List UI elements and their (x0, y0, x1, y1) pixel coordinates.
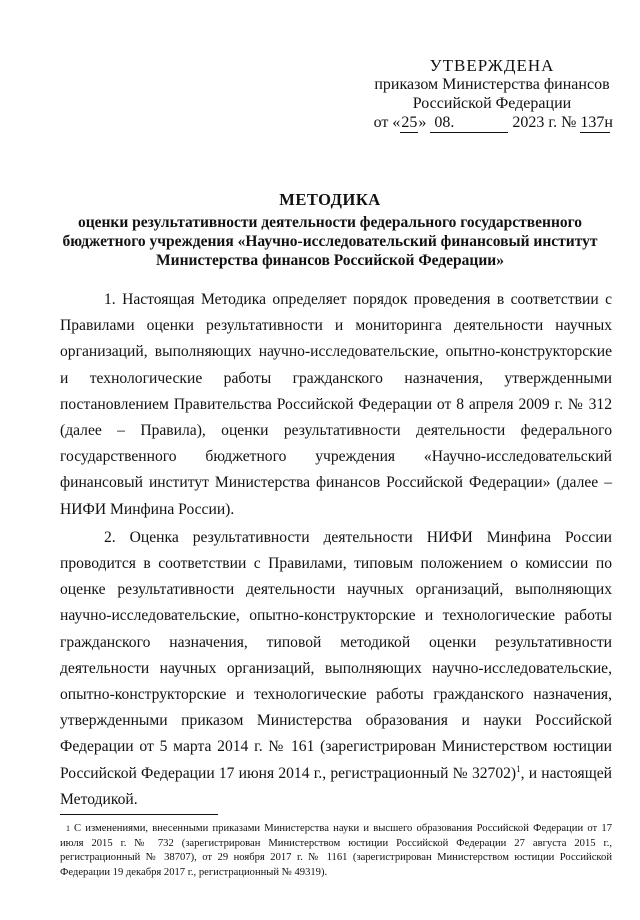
date-mid: » (418, 114, 427, 131)
title-main: МЕТОДИКА (279, 190, 381, 209)
footnote-divider (60, 814, 218, 815)
footnote-text: С изменениями, внесенными приказами Министерства науки и высшего образования Российской Федерации от 17 июля 2015 г. № 732 (зарегистрирован Министерством юстиции Российской Федерации 27 августа 2015 г., регистрационный № 38707), от 29 ноября 2017 г. № 1161 (зарегистрирован Министерством юстиции Российской Федерации 19 декабря 2017 г., регистрационный № 49319). (60, 823, 612, 878)
title-line-2: бюджетного учреждения «Научно-исследовательский финансовый институт (62, 233, 598, 250)
paragraph-2-end: , и настоящей Методикой. (60, 764, 612, 808)
approval-line-1: приказом Министерства финансов (374, 76, 610, 93)
footnote-reference: 1 (516, 763, 521, 774)
title-line-1: оценки результативности деятельности федерального государственного (77, 214, 583, 231)
approval-title: УТВЕРЖДЕНА (429, 56, 555, 75)
date-day: 25 (401, 114, 418, 131)
approval-date-line (372, 113, 612, 133)
footnote (60, 822, 612, 880)
paragraph-1: 1. Настоящая Методика определяет порядок проведения в соответствии с Правилами оценки результативности и мониторинга деятельности научных организаций, выполняющих научно-исследовательские, опытно-конструкторские и технологические работы гражданского назначения, утвержденными постановлением Правительства Российской Федерации от 8 апреля 2009 г. № 312 (далее – Правила), оценки результативности деятельности федерального государственного бюджетного учреждения «Научно-исследовательский финансовый институт Министерства финансов Российской Федерации» (далее – НИФИ Минфина России). (60, 291, 612, 518)
title-line-3: Министерства финансов Российской Федерации» (156, 252, 504, 269)
document-body (60, 287, 612, 813)
paragraph-2 (60, 525, 612, 813)
date-year: 2023 г. № (512, 114, 577, 131)
date-month: 08. (430, 113, 508, 133)
approval-block (372, 56, 612, 133)
order-number: 137н (580, 114, 613, 131)
date-prefix: от « (373, 114, 401, 131)
document-title (60, 190, 600, 270)
footnote-mark: 1 (66, 824, 70, 833)
approval-line-2: Российской Федерации (412, 95, 572, 112)
paragraph-2-text: 2. Оценка результативности деятельности НИФИ Минфина России проводится в соответствии с Правилами, типовым положением о комиссии по оценке результативности деятельности научных организаций, выполняющих научно-исследовательские, опытно-конструкторские и технологические работы гражданского назначения, типовой методикой оценки результативности деятельности научных организаций, выполняющих научно-исследовательские, опытно-конструкторские и технологические работы гражданского назначения, утвержденными приказом Министерства образования и науки Российской Федерации от 5 марта 2014 г. № 161 (зарегистрирован Министерством юстиции Российской Федерации 17 июня 2014 г., регистрационный № 32702) (60, 528, 612, 782)
